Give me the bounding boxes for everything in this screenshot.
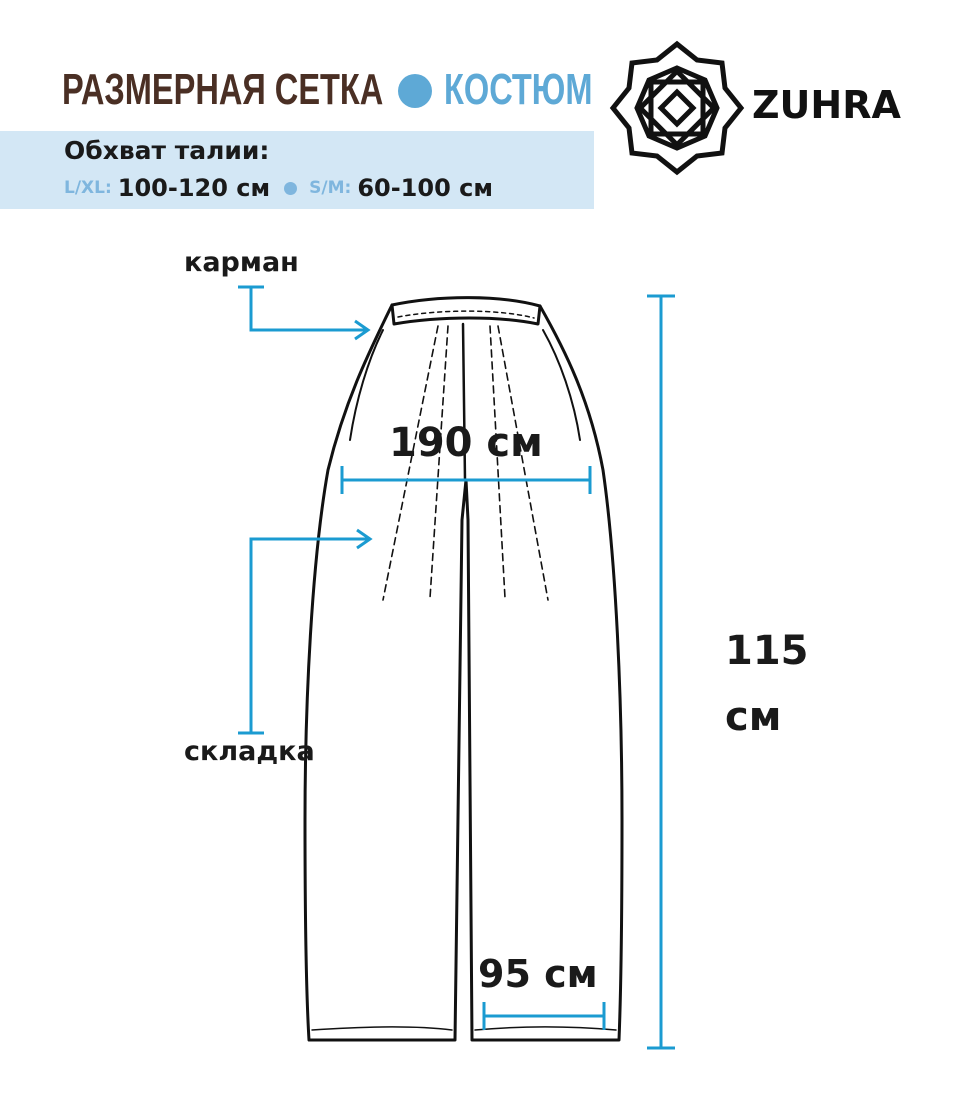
hem-measure-label: 95 см — [478, 952, 598, 996]
title-main: РАЗМЕРНАЯ СЕТКА — [62, 65, 384, 114]
width-measure-label: 190 см — [389, 420, 543, 466]
brand-name: ZUHRA — [752, 83, 901, 127]
title-product: КОСТЮМ — [444, 65, 593, 114]
pocket-label: карман — [184, 247, 299, 278]
size-tag-lxl: L/XL: — [64, 178, 112, 198]
length-measure-unit: см — [725, 694, 782, 740]
waist-label: Обхват талии: — [64, 136, 270, 165]
size-range-lxl: 100-120 см — [117, 174, 271, 202]
size-tag-sm: S/M: — [309, 178, 352, 198]
length-measure-value: 115 — [725, 628, 809, 674]
size-range-sm: 60-100 см — [357, 174, 493, 202]
pocket-pointer — [251, 287, 366, 330]
pants-outline-right — [466, 306, 622, 1040]
pleat-label: складка — [184, 736, 315, 767]
